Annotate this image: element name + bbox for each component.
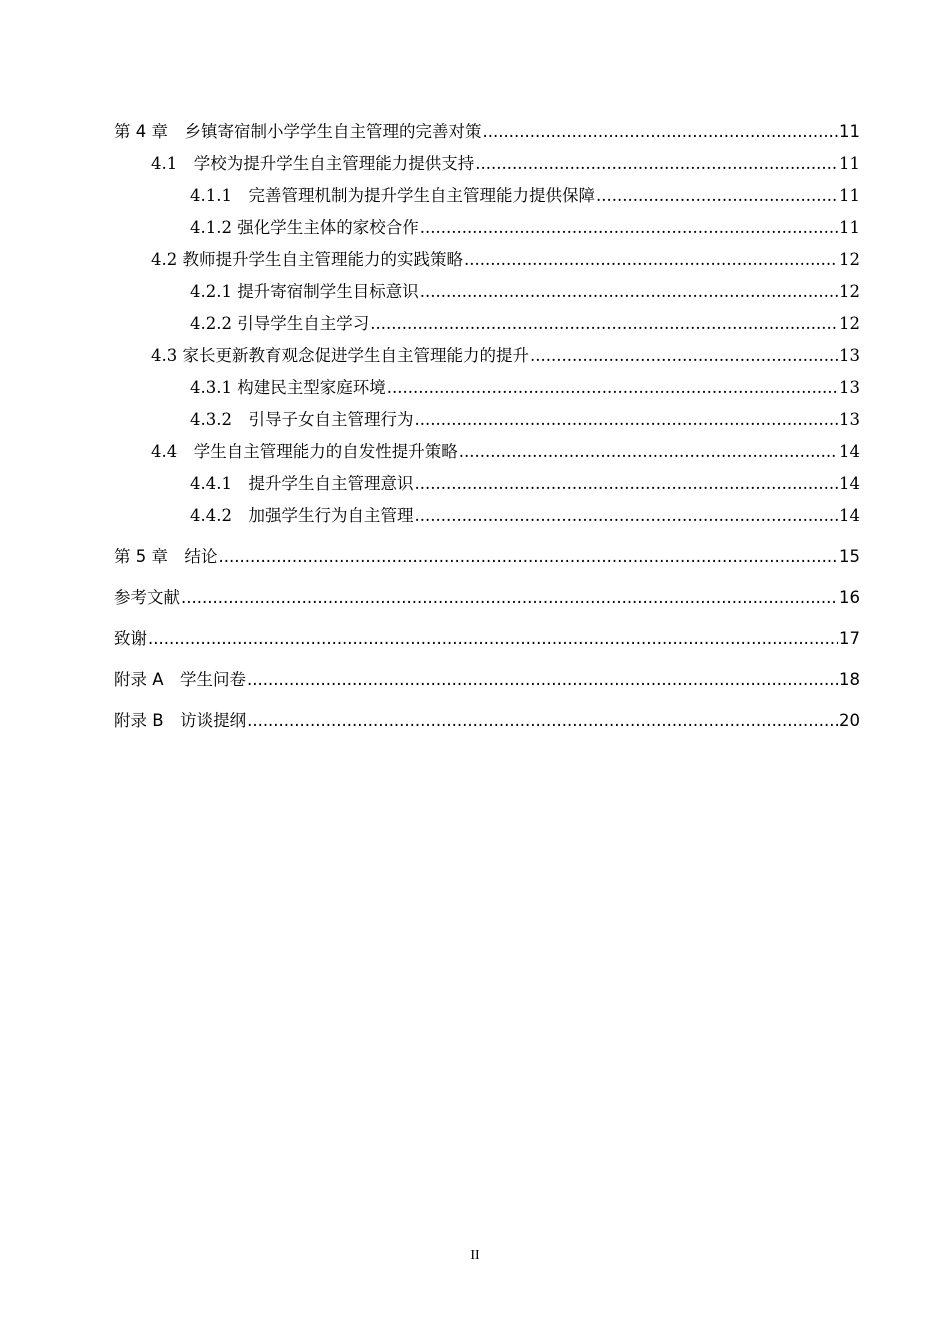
toc-entry-page: 11 <box>839 186 860 205</box>
toc-entry-4-3-2[interactable] <box>114 404 860 436</box>
table-of-contents <box>114 116 860 737</box>
toc-entry-4-1-1[interactable] <box>114 180 860 212</box>
toc-entry-title: 4.3.1 构建民主型家庭环境 <box>190 378 386 397</box>
dot-leader <box>420 276 838 308</box>
toc-entry-chapter-5[interactable] <box>114 541 860 573</box>
toc-entry-4-2-2[interactable] <box>114 308 860 340</box>
dot-leader <box>414 404 838 436</box>
toc-entry-acknowledgements[interactable] <box>114 623 860 655</box>
toc-entry-page: 14 <box>839 442 860 461</box>
toc-entry-title: 附录 B 访谈提纲 <box>114 711 247 730</box>
toc-entry-page: 14 <box>839 506 860 525</box>
toc-entry-title: 第 4 章 乡镇寄宿制小学学生自主管理的完善对策 <box>114 122 482 141</box>
toc-entry-4-1[interactable] <box>114 148 860 180</box>
dot-leader <box>596 180 838 212</box>
toc-entry-4-1-2[interactable] <box>114 212 860 244</box>
toc-entry-page: 12 <box>839 250 860 269</box>
dot-leader <box>475 148 838 180</box>
toc-entry-4-2-1[interactable] <box>114 276 860 308</box>
toc-entry-page: 18 <box>839 670 860 689</box>
page-number-footer: II <box>470 1248 480 1263</box>
dot-leader <box>181 582 838 614</box>
dot-leader <box>459 436 838 468</box>
dot-leader <box>219 541 839 573</box>
dot-leader <box>247 705 838 737</box>
dot-leader <box>483 116 839 148</box>
toc-entry-page: 13 <box>839 378 860 397</box>
toc-entry-title: 第 5 章 结论 <box>114 547 218 566</box>
toc-entry-4-3-1[interactable] <box>114 372 860 404</box>
toc-entry-page: 11 <box>839 218 860 237</box>
toc-entry-page: 13 <box>839 346 860 365</box>
dot-leader <box>148 623 838 655</box>
toc-entry-title: 4.1.1 完善管理机制为提升学生自主管理能力提供保障 <box>190 186 595 205</box>
dot-leader <box>530 340 838 372</box>
toc-entry-title: 4.2.2 引导学生自主学习 <box>190 314 370 333</box>
toc-entry-4-2[interactable] <box>114 244 860 276</box>
toc-entry-title: 附录 A 学生问卷 <box>114 670 247 689</box>
toc-entry-appendix-a[interactable] <box>114 664 860 696</box>
toc-entry-title: 参考文献 <box>114 588 180 607</box>
dot-leader <box>247 664 838 696</box>
dot-leader <box>464 244 838 276</box>
toc-entry-title: 4.3 家长更新教育观念促进学生自主管理能力的提升 <box>151 346 529 365</box>
toc-entry-title: 致谢 <box>114 629 147 648</box>
toc-entry-page: 16 <box>839 588 860 607</box>
toc-entry-title: 4.1 学校为提升学生自主管理能力提供支持 <box>151 154 475 173</box>
dot-leader <box>420 212 838 244</box>
dot-leader <box>387 372 838 404</box>
toc-entry-chapter-4[interactable] <box>114 116 860 148</box>
dot-leader <box>414 500 838 532</box>
toc-entry-page: 11 <box>839 154 860 173</box>
toc-entry-references[interactable] <box>114 582 860 614</box>
toc-entry-title: 4.2 教师提升学生自主管理能力的实践策略 <box>151 250 463 269</box>
toc-entry-4-3[interactable] <box>114 340 860 372</box>
toc-entry-title: 4.4 学生自主管理能力的自发性提升策略 <box>151 442 458 461</box>
toc-entry-page: 11 <box>839 122 860 141</box>
toc-entry-4-4[interactable] <box>114 436 860 468</box>
toc-entry-title: 4.2.1 提升寄宿制学生目标意识 <box>190 282 419 301</box>
toc-entry-page: 20 <box>839 711 860 730</box>
dot-leader <box>414 468 838 500</box>
toc-entry-page: 13 <box>839 410 860 429</box>
toc-entry-title: 4.4.2 加强学生行为自主管理 <box>190 506 414 525</box>
toc-entry-page: 12 <box>839 314 860 333</box>
toc-entry-page: 12 <box>839 282 860 301</box>
toc-entry-4-4-1[interactable] <box>114 468 860 500</box>
toc-entry-page: 14 <box>839 474 860 493</box>
toc-entry-title: 4.1.2 强化学生主体的家校合作 <box>190 218 419 237</box>
toc-entry-page: 17 <box>839 629 860 648</box>
dot-leader <box>370 308 838 340</box>
toc-entry-title: 4.4.1 提升学生自主管理意识 <box>190 474 414 493</box>
toc-entry-appendix-b[interactable] <box>114 705 860 737</box>
toc-entry-4-4-2[interactable] <box>114 500 860 532</box>
toc-entry-page: 15 <box>839 547 860 566</box>
toc-entry-title: 4.3.2 引导子女自主管理行为 <box>190 410 414 429</box>
